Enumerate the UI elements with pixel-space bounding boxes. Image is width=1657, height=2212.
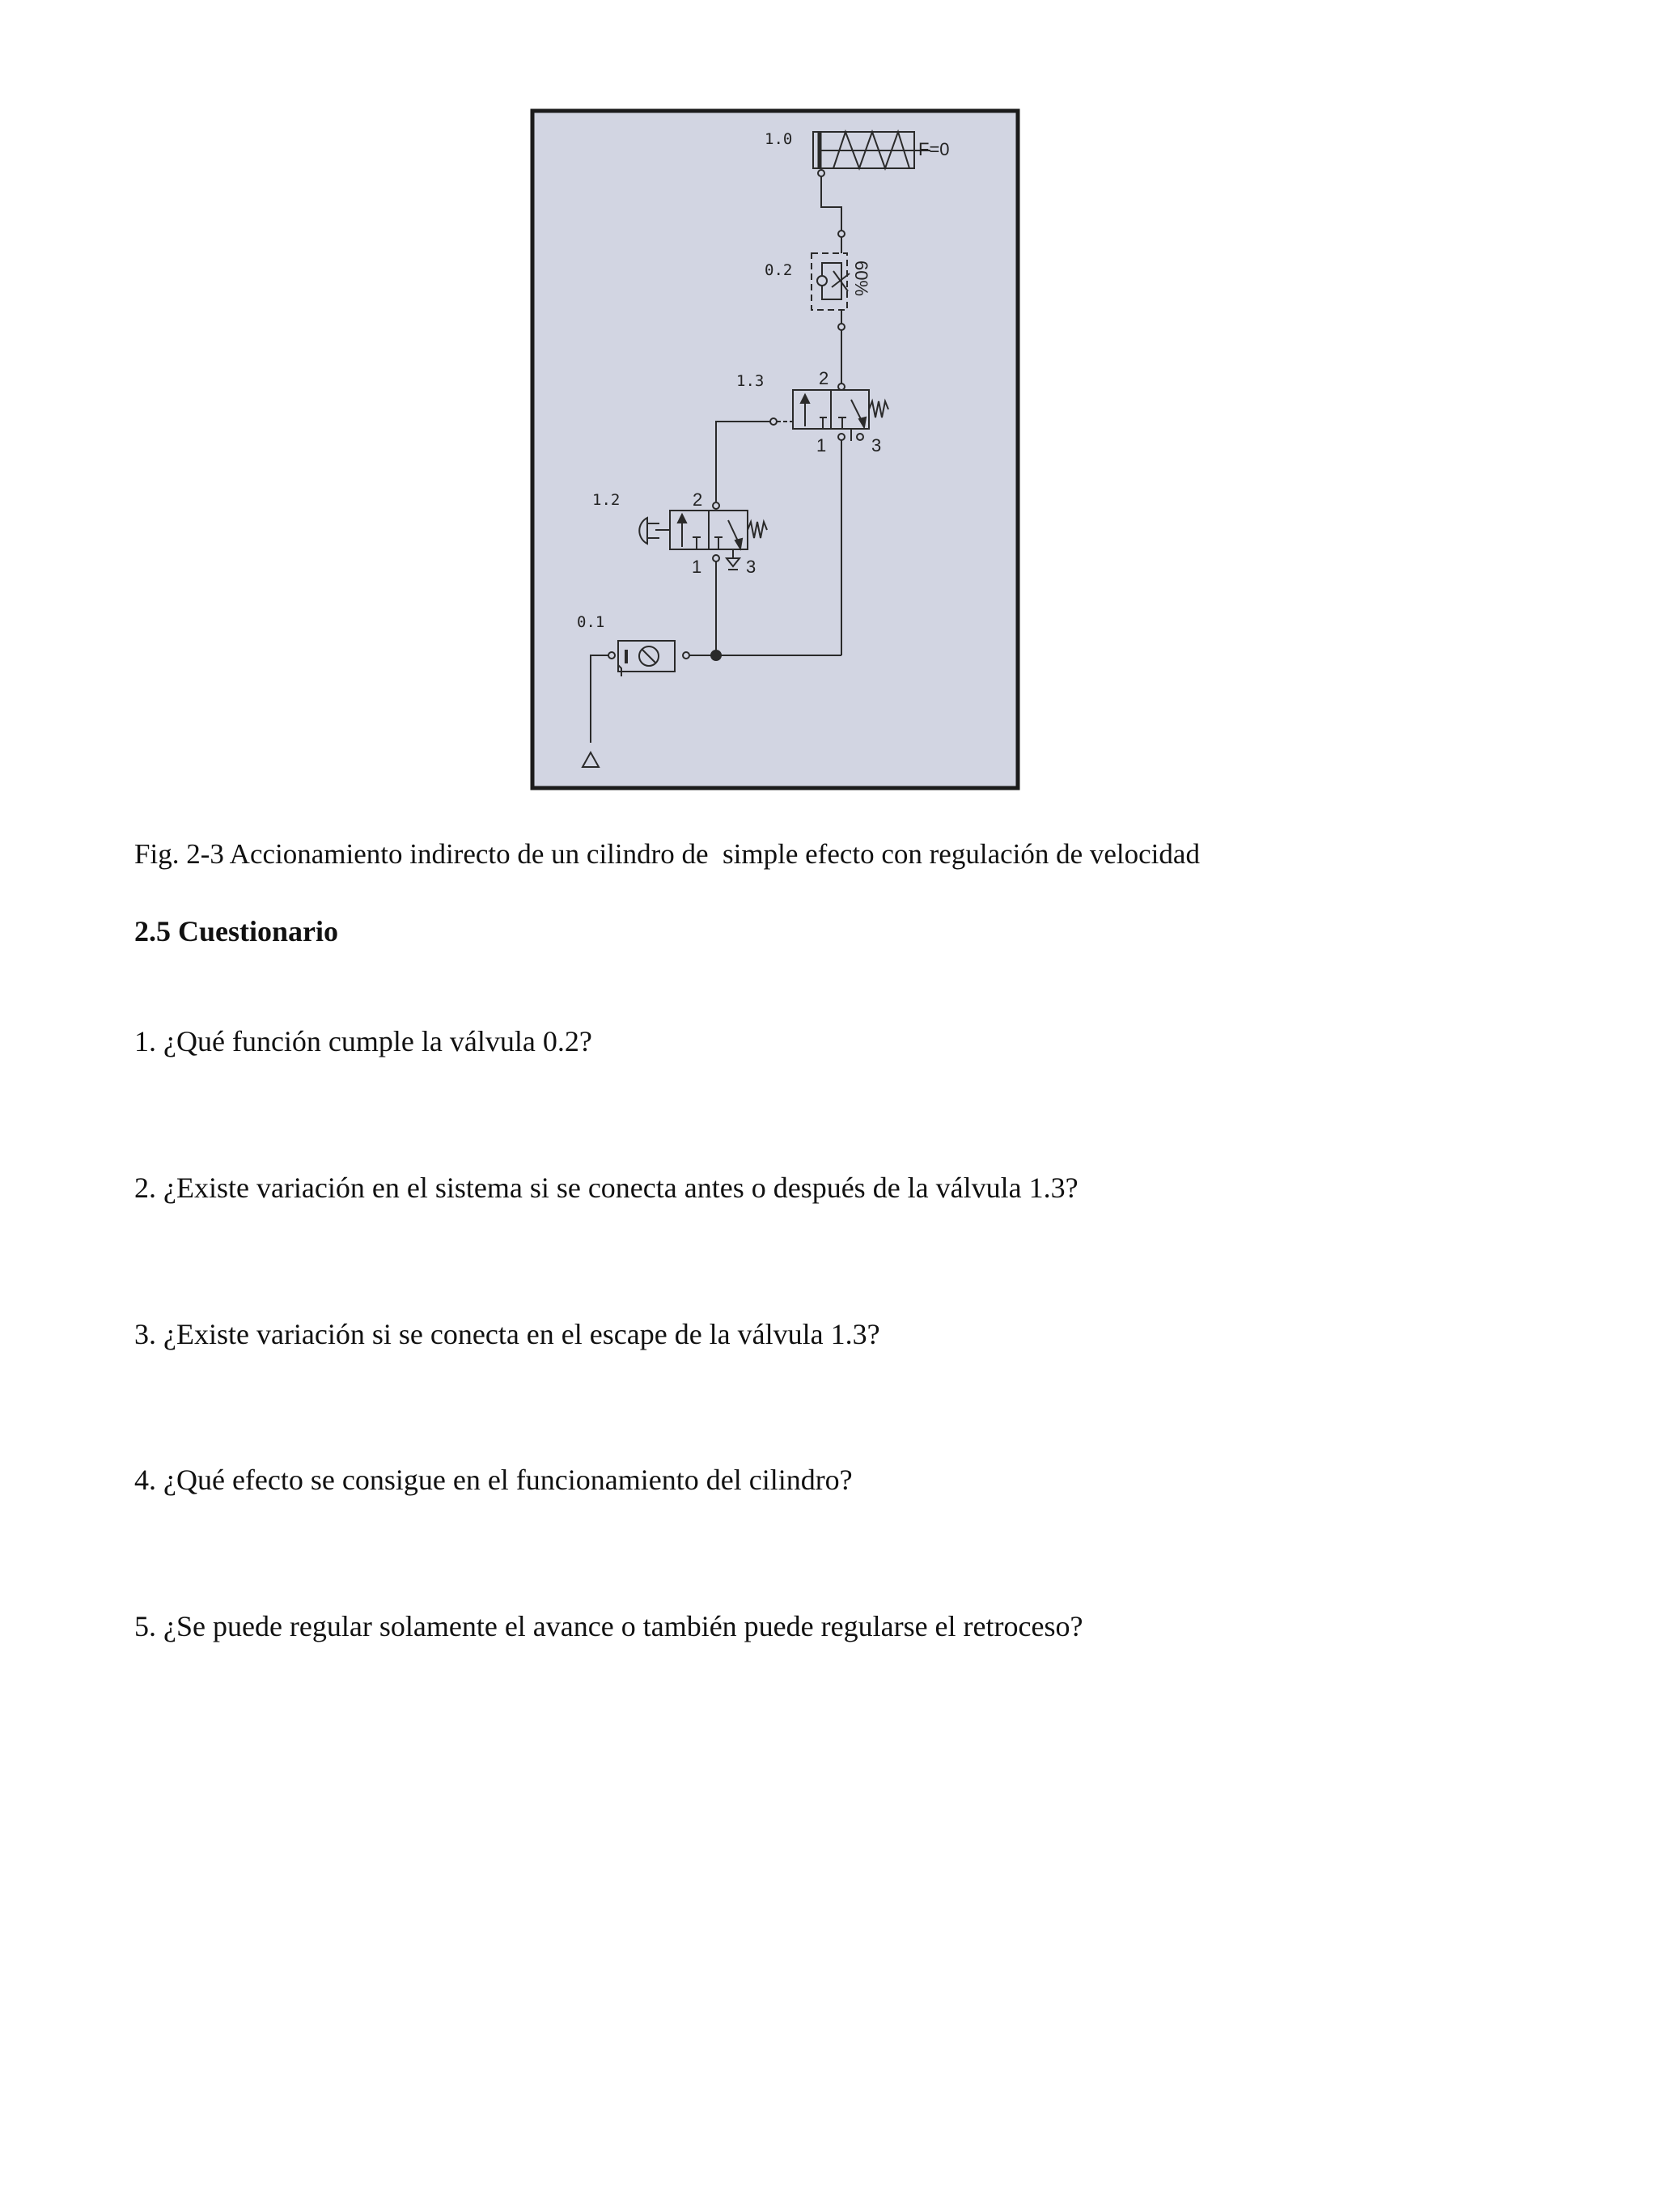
label-force: F=0 bbox=[918, 139, 950, 159]
question-5: 5. ¿Se puede regular solamente el avance o también puede regularse el retroceso? bbox=[134, 1610, 1083, 1642]
port-v12-2: 2 bbox=[693, 489, 703, 510]
question-4: 4. ¿Qué efecto se consigue en el funcionamiento del cilindro? bbox=[134, 1464, 853, 1496]
question-1: 1. ¿Qué función cumple la válvula 0.2? bbox=[134, 1025, 592, 1057]
port-v13-1: 1 bbox=[816, 435, 827, 456]
port-v12-3: 3 bbox=[746, 557, 756, 577]
label-cylinder: 1.0 bbox=[765, 130, 793, 148]
label-push-valve: 1.2 bbox=[592, 491, 621, 509]
question-2: 2. ¿Existe variación en el sistema si se conecta antes o después de la válvula 1.3? bbox=[134, 1172, 1079, 1204]
port-v13-3: 3 bbox=[871, 435, 882, 456]
port-v13-2: 2 bbox=[819, 368, 829, 388]
diagram-frame bbox=[532, 111, 1018, 788]
label-flow-valve: 0.2 bbox=[765, 261, 793, 279]
question-3: 3. ¿Existe variación si se conecta en el escape de la válvula 1.3? bbox=[134, 1318, 880, 1350]
label-main-valve: 1.3 bbox=[736, 372, 765, 390]
section-title: 2.5 Cuestionario bbox=[134, 915, 338, 947]
label-flow-percent: 60% bbox=[851, 261, 871, 297]
pneumatic-circuit-diagram bbox=[0, 0, 1657, 809]
port-v12-1: 1 bbox=[692, 557, 702, 577]
label-service-unit: 0.1 bbox=[577, 613, 605, 631]
figure-caption: Fig. 2-3 Accionamiento indirecto de un cilindro de simple efecto con regulación de velocidad bbox=[134, 838, 1200, 870]
